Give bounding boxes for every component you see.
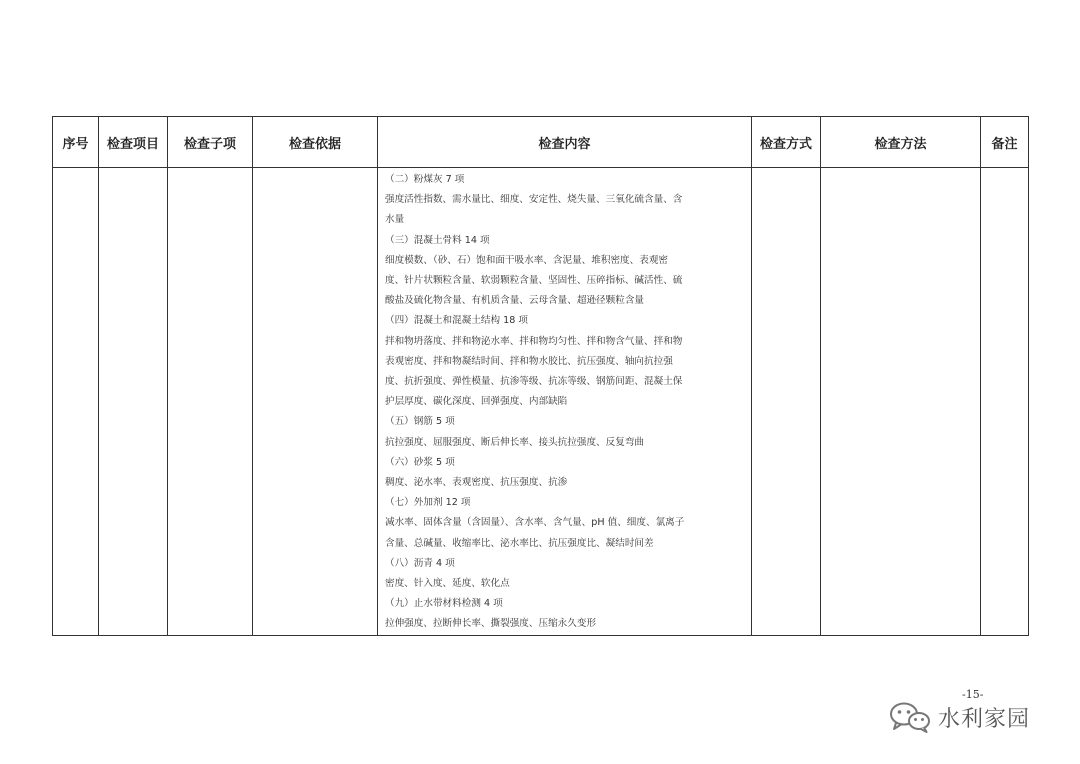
cell-serial-number [53, 168, 99, 636]
cell-inspection-content [378, 168, 752, 636]
wechat-icon [888, 701, 932, 733]
content-line: 表观密度、拌和物凝结时间、拌和物水胶比、抗压强度、轴向抗拉强 [385, 355, 673, 367]
cell-inspection-item [99, 168, 168, 636]
inspection-table [52, 116, 1029, 636]
content-line: （四）混凝土和混凝土结构 18 项 [385, 315, 529, 327]
page-number: -15- [962, 688, 984, 701]
content-line: 含量、总碱量、收缩率比、泌水率比、抗压强度比、凝结时间差 [385, 537, 654, 549]
cell-remarks [981, 168, 1029, 636]
header-inspection-item: 检查项目 [99, 117, 168, 168]
content-line: （三）混凝土骨料 14 项 [385, 234, 490, 246]
content-line: 拉伸强度、拉断伸长率、撕裂强度、压缩永久变形 [385, 618, 597, 630]
content-line: （八）沥青 4 项 [385, 557, 455, 569]
content-line: 细度模数、（砂、石）饱和面干吸水率、含泥量、堆积密度、表观密 [385, 254, 669, 266]
watermark [888, 700, 1030, 734]
content-line: 抗拉强度、屈服强度、断后伸长率、接头抗拉强度、反复弯曲 [385, 436, 645, 448]
cell-inspection-method [821, 168, 981, 636]
header-serial-number: 序号 [53, 117, 99, 168]
content-line: 水量 [385, 214, 405, 226]
header-inspection-mode: 检查方式 [752, 117, 821, 168]
content-line: （六）砂浆 5 项 [385, 456, 455, 468]
content-line: （七）外加剂 12 项 [385, 497, 471, 509]
content-line: 强度活性指数、需水量比、细度、安定性、烧失量、三氧化硫含量、含 [385, 194, 683, 206]
content-line: 酸盐及硫化物含量、有机质含量、云母含量、超逊径颗粒含量 [385, 295, 645, 307]
content-line: 密度、针入度、延度、软化点 [385, 578, 510, 590]
header-inspection-basis: 检查依据 [253, 117, 378, 168]
table-header-row [53, 117, 1029, 168]
content-line: 拌和物坍落度、拌和物泌水率、拌和物均匀性、拌和物含气量、拌和物 [385, 335, 683, 347]
cell-inspection-mode [752, 168, 821, 636]
cell-inspection-basis [253, 168, 378, 636]
watermark-text: 水利家园 [938, 706, 1031, 732]
content-line: 度、抗折强度、弹性模量、抗渗等级、抗冻等级、钢筋间距、混凝土保 [385, 376, 683, 388]
header-inspection-subitem: 检查子项 [168, 117, 253, 168]
content-line: 减水率、固体含量（含固量）、含水率、含气量、pH 值、细度、氯离子 [385, 517, 685, 529]
content-line: （九）止水带材料检测 4 项 [385, 598, 503, 610]
content-line: 度、针片状颗粒含量、软弱颗粒含量、坚固性、压碎指标、碱活性、硫 [385, 275, 683, 287]
cell-inspection-subitem [168, 168, 253, 636]
header-inspection-content: 检查内容 [378, 117, 752, 168]
content-line: （五）钢筋 5 项 [385, 416, 455, 428]
header-inspection-method: 检查方法 [821, 117, 981, 168]
content-line: 稠度、泌水率、表观密度、抗压强度、抗渗 [385, 477, 568, 489]
content-line: （二）粉煤灰 7 项 [385, 174, 465, 185]
content-line: 护层厚度、碳化深度、回弹强度、内部缺陷 [385, 396, 568, 408]
table-row [53, 168, 1029, 636]
header-remarks: 备注 [981, 117, 1029, 168]
